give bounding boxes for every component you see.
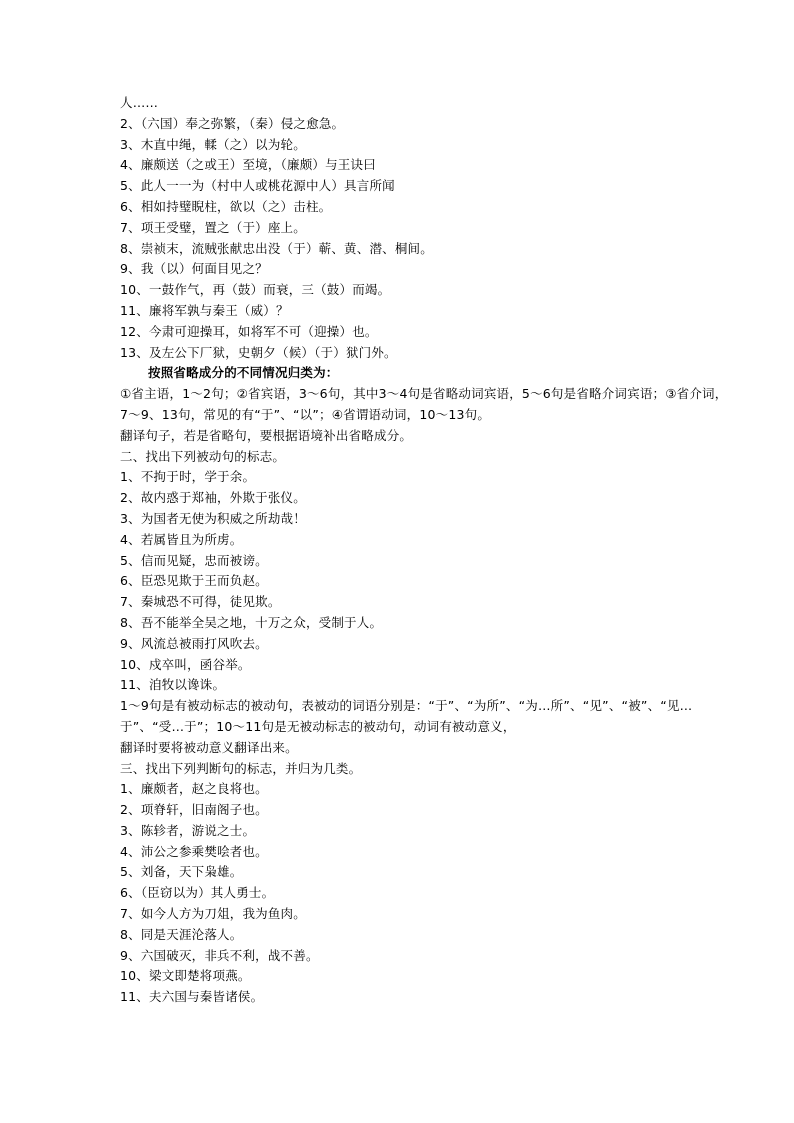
list-item: 4、若属皆且为所虏。: [120, 531, 243, 547]
list-item: 7、秦城恐不可得，徒见欺。: [120, 594, 281, 610]
list-item: 10、一鼓作气，再（鼓）而衰，三（鼓）而竭。: [120, 282, 391, 298]
list-item: 8、同是天涯沦落人。: [120, 926, 243, 942]
text-line: 翻译句子，若是省略句，要根据语境补出省略成分。: [120, 427, 413, 443]
section-heading: 三、找出下列判断句的标志，并归为几类。: [120, 760, 362, 776]
list-item: 10、梁文即楚将项燕。: [120, 968, 251, 984]
list-item: 13、及左公下厂狱，史朝夕（候）（于）狱门外。: [120, 344, 397, 360]
text-line: 人……: [120, 95, 159, 110]
list-item: 2、故内惑于郑袖，外欺于张仪。: [120, 490, 306, 506]
summary-paragraph: 1～9句是有被动标志的被动句，表被动的词语分别是：“于”、“为所”、“为…所”、“见”、“被”、“见…于”、“受…于”；10～11句是无被动标志的被动句，动词有被动意义，: [120, 698, 693, 734]
section-heading: 二、找出下列被动句的标志。: [120, 448, 286, 464]
list-item: 1、不拘于时，学于余。: [120, 469, 256, 485]
list-item: 9、风流总被雨打风吹去。: [120, 635, 268, 651]
list-item: 9、六国破灭，非兵不利，战不善。: [120, 947, 319, 963]
list-item: 11、廉将军孰与秦王（威）？: [120, 302, 289, 318]
list-item: 5、信而见疑，忠而被谤。: [120, 552, 268, 568]
list-item: 3、陈轸者，游说之士。: [120, 822, 256, 838]
list-item: 5、刘备，天下枭雄。: [120, 864, 243, 880]
list-item: 6、相如持璧睨柱，欲以（之）击柱。: [120, 198, 332, 214]
list-item: 4、沛公之参乘樊哙者也。: [120, 843, 268, 859]
list-item: 7、如今人方为刀俎，我为鱼肉。: [120, 906, 306, 922]
text-line: 翻译时要将被动意义翻译出来。: [120, 739, 298, 755]
list-item: 3、为国者无使为积威之所劫哉！: [120, 510, 306, 526]
list-item: 11、夫六国与秦皆诸侯。: [120, 989, 264, 1005]
list-item: 8、吾不能举全吴之地，十万之众，受制于人。: [120, 614, 383, 630]
list-item: 5、此人一一为（村中人或桃花源中人）具言所闻: [120, 178, 395, 194]
list-item: 9、我（以）何面目见之？: [120, 261, 268, 277]
list-item: 4、廉颇送（之或王）至境，（廉颇）与王诀曰: [120, 157, 376, 173]
section-subheading: 按照省略成分的不同情况归类为：: [148, 365, 339, 381]
list-item: 1、廉颇者，赵之良将也。: [120, 781, 268, 797]
list-item: 8、崇祯末，流贼张献忠出没（于）蕲、黄、潜、桐间。: [120, 240, 433, 256]
list-item: 3、木直中绳，輮（之）以为轮。: [120, 136, 306, 152]
list-item: 12、今肃可迎操耳，如将军不可（迎操）也。: [120, 323, 378, 339]
list-item: 6、臣恐见欺于王而负赵。: [120, 573, 268, 589]
list-item: 2、（六国）奉之弥繁，（秦）侵之愈急。: [120, 115, 345, 131]
list-item: 11、洎牧以谗诛。: [120, 677, 226, 693]
list-item: 10、戍卒叫，函谷举。: [120, 656, 251, 672]
list-item: 7、项王受璧，置之（于）座上。: [120, 219, 306, 235]
list-item: 2、项脊轩，旧南阁子也。: [120, 802, 268, 818]
summary-paragraph: ①省主语，1～2句；②省宾语，3～6句，其中3～4句是省略动词宾语，5～6句是省略介词宾语；③省介词，7～9、13句，常见的有“于”、“以”；④省谓语动词，10～13句。: [120, 386, 728, 422]
list-item: 6、（臣窃以为）其人勇士。: [120, 885, 275, 901]
